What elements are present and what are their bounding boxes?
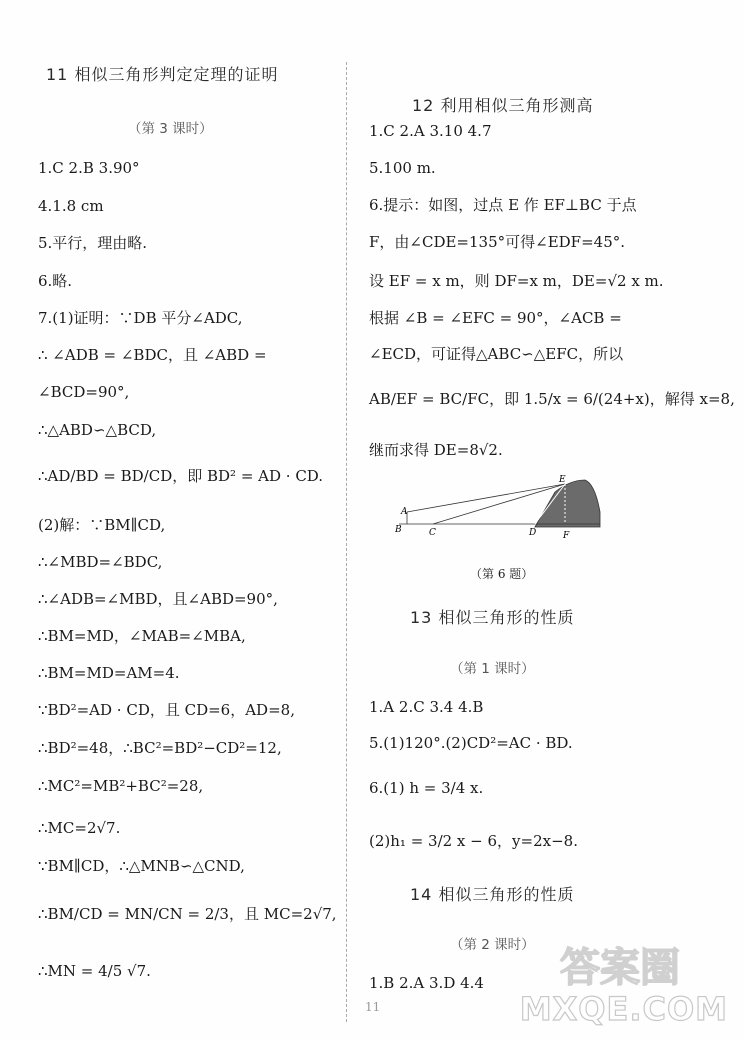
left-line-4: 6.略.	[38, 272, 73, 290]
watermark	[519, 936, 728, 1028]
page-number: 11	[365, 1000, 381, 1014]
right-section-title: 12 利用相似三角形测高	[412, 96, 594, 115]
left-line-14: ∴BM=MD=AM=4.	[38, 664, 180, 682]
column-divider	[346, 62, 347, 1022]
left-line-13: ∴BM=MD，∠MAB=∠MBA,	[38, 627, 246, 645]
left-line-3: 5.平行，理由略.	[38, 234, 148, 252]
left-line-10: (2)解：∵BM∥CD,	[38, 516, 166, 534]
left-line-7: ∠BCD=90°,	[38, 383, 130, 401]
figure-label-e: E	[559, 475, 566, 485]
left-line-16: ∴BD²=48，∴BC²=BD²−CD²=12,	[38, 739, 282, 757]
right-line-5: 设 EF = x m，则 DF=x m，DE=√2 x m.	[369, 272, 664, 290]
left-line-17: ∴MC²=MB²+BC²=28,	[38, 777, 204, 795]
section13-line-4: (2)h₁ = 3/2 x − 6，y=2x−8.	[369, 832, 578, 850]
section14-line-1: 1.B 2.A 3.D 4.4	[369, 974, 484, 992]
right-line-1: 1.C 2.A 3.10 4.7	[369, 122, 492, 140]
left-line-15: ∵BD²=AD · CD，且 CD=6，AD=8,	[38, 701, 295, 719]
figure-label-c: C	[429, 528, 436, 538]
figure-caption: （第 6 题）	[470, 567, 534, 581]
right-line-6: 根据 ∠B = ∠EFC = 90°，∠ACB =	[369, 309, 622, 327]
left-line-12: ∴∠ADB=∠MBD，且∠ABD=90°,	[38, 590, 278, 608]
left-line-19: ∵BM∥CD，∴△MNB∽△CND,	[38, 857, 245, 875]
left-line-1: 1.C 2.B 3.90°	[38, 159, 140, 177]
figure-label-b: B	[395, 525, 402, 535]
right-line-4: F，由∠CDE=135°可得∠EDF=45°.	[369, 233, 626, 251]
left-line-21: ∴MN = 4/5 √7.	[38, 962, 151, 980]
watermark-bottom: MXQE.COM	[519, 990, 728, 1028]
right-line-7: ∠ECD，可证得△ABC∽△EFC，所以	[369, 345, 624, 363]
right-line-3: 6.提示：如图，过点 E 作 EF⊥BC 于点	[369, 196, 637, 214]
section13-line-3: 6.(1) h = 3/4 x.	[369, 779, 484, 797]
figure-label-d: D	[529, 528, 537, 538]
section13-title: 13 相似三角形的性质	[410, 608, 575, 627]
section13-line-1: 1.A 2.C 3.4 4.B	[369, 698, 484, 716]
watermark-top: 答案圈	[560, 945, 680, 991]
section13-subtitle: （第 1 课时）	[450, 661, 535, 677]
left-line-2: 4.1.8 cm	[38, 197, 104, 215]
left-line-11: ∴∠MBD=∠BDC,	[38, 553, 163, 571]
left-section-subtitle: （第 3 课时）	[128, 121, 213, 137]
measurement-figure	[395, 472, 630, 544]
left-line-18: ∴MC=2√7.	[38, 819, 121, 837]
section13-line-2: 5.(1)120°.(2)CD²=AC · BD.	[369, 734, 573, 752]
left-line-8: ∴△ABD∽△BCD,	[38, 421, 157, 439]
right-line-8: AB/EF = BC/FC，即 1.5/x = 6/(24+x)，解得 x=8,	[369, 390, 735, 408]
section14-subtitle: （第 2 课时）	[450, 937, 535, 953]
right-line-9: 继而求得 DE=8√2.	[369, 441, 503, 459]
figure-label-a: A	[401, 507, 408, 517]
left-section-title: 11 相似三角形判定定理的证明	[46, 65, 279, 84]
left-line-5: 7.(1)证明：∵DB 平分∠ADC,	[38, 309, 243, 327]
right-line-2: 5.100 m.	[369, 159, 436, 177]
figure-label-f: F	[563, 531, 570, 541]
left-line-20: ∴BM/CD = MN/CN = 2/3，且 MC=2√7,	[38, 905, 337, 923]
left-line-6: ∴ ∠ADB = ∠BDC，且 ∠ABD =	[38, 346, 267, 364]
section14-title: 14 相似三角形的性质	[410, 885, 575, 904]
left-line-9: ∴AD/BD = BD/CD，即 BD² = AD · CD.	[38, 467, 324, 485]
